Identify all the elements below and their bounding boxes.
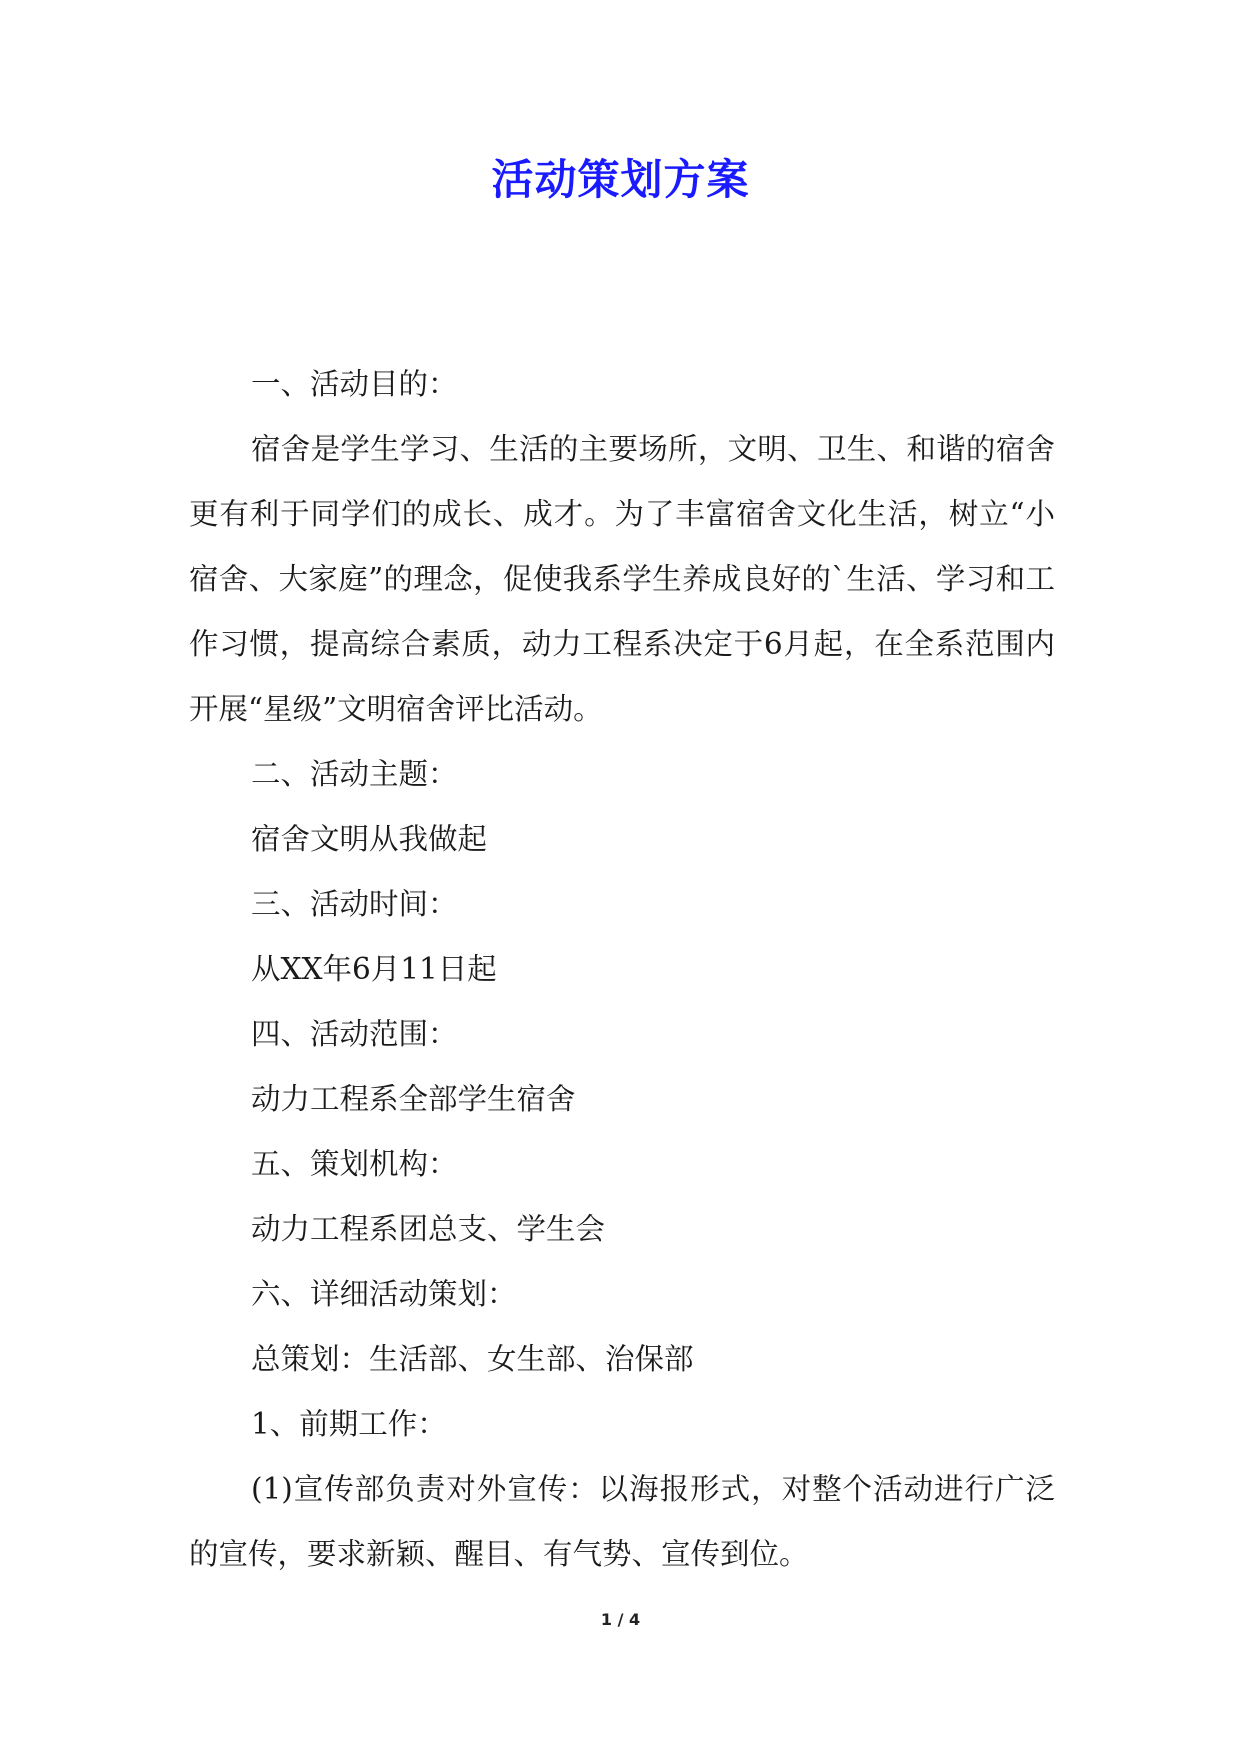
heading-time: 三、活动时间：: [251, 887, 458, 921]
paragraph-theme: 宿舍文明从我做起: [251, 822, 488, 856]
heading-preliminary-work: 1、前期工作：: [251, 1407, 447, 1441]
heading-purpose: 一、活动目的：: [251, 367, 458, 401]
heading-detail-plan: 六、详细活动策划：: [251, 1277, 517, 1311]
paragraph-scope: 动力工程系全部学生宿舍: [251, 1082, 576, 1116]
heading-theme: 二、活动主题：: [251, 757, 458, 791]
document-title: 活动策划方案: [491, 155, 750, 204]
paragraph-time: 从XX年6月11日起: [251, 952, 497, 986]
paragraph-organizer: 动力工程系团总支、学生会: [251, 1212, 606, 1246]
document-body: [189, 352, 1055, 1587]
heading-organizer: 五、策划机构：: [251, 1147, 458, 1181]
page-number: 1 / 4: [600, 1610, 641, 1629]
paragraph-general-plan: 总策划：生活部、女生部、治保部: [251, 1342, 694, 1376]
heading-scope: 四、活动范围：: [251, 1017, 458, 1051]
paragraph-purpose: 宿舍是学生学习、生活的主要场所，文明、卫生、和谐的宿舍更有利于同学们的成长、成才。为了丰富宿舍文化生活，树立“小宿舍、大家庭”的理念，促使我系学生养成良好的`生活、学习和工作习惯，提高综合素质，动力工程系决定于6月起，在全系范围内开展“星级”文明宿舍评比活动。: [189, 432, 1055, 726]
paragraph-publicity: (1)宣传部负责对外宣传：以海报形式，对整个活动进行广泛的宣传，要求新颖、醒目、有气势、宣传到位。: [189, 1472, 1055, 1571]
